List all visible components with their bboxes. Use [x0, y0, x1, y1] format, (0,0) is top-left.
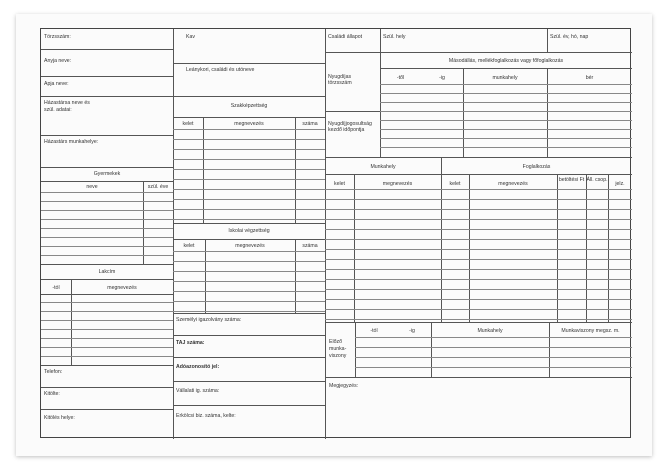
divider: [173, 96, 325, 97]
anyja-neve-label: Anyja neve:: [44, 58, 72, 64]
ruled-line: [41, 329, 173, 330]
ruled-line: [41, 210, 173, 211]
ruled-line: [325, 269, 632, 270]
divider: [71, 279, 72, 365]
ruled-line: [355, 337, 632, 338]
ruled-line: [173, 189, 325, 190]
leanykori-nev-label: Leánykori, családi és utóneve: [186, 67, 255, 73]
divider: [173, 381, 325, 382]
foglalkozas-title: Foglalkozás: [522, 164, 551, 170]
vallalati-label: Vállalati ig. száma:: [176, 388, 220, 394]
ruled-line: [325, 279, 632, 280]
divider: [547, 68, 548, 157]
ruled-line: [325, 299, 632, 300]
divider: [173, 29, 174, 439]
ruled-line: [41, 311, 173, 312]
gyermekek-title: Gyermekek: [93, 171, 121, 177]
divider: [41, 279, 173, 280]
iskolai-title: Iskolai végzettség: [228, 228, 270, 234]
elozo-col-ig: -ig: [409, 328, 415, 334]
employee-register-form: [40, 28, 631, 438]
divider: [173, 335, 325, 336]
nyugdij-col-ig: -ig: [439, 75, 445, 81]
elozo-col-tol: -tól: [370, 328, 378, 334]
ruled-line: [325, 199, 632, 200]
ruled-line: [41, 347, 173, 348]
nyugdijas-label: Nyugdíjas: [328, 74, 352, 80]
ruled-line: [325, 249, 632, 250]
divider: [143, 181, 144, 264]
hazastars-neve-label: Házastársa neve és: [44, 100, 90, 106]
ruled-line: [41, 302, 173, 303]
divider: [173, 117, 325, 118]
fogl-col-all-csop: Áll. csop.: [586, 177, 608, 183]
divider: [41, 387, 173, 388]
ruled-line: [41, 192, 173, 193]
ruled-line: [173, 159, 325, 160]
divider: [325, 377, 632, 378]
divider: [173, 313, 325, 314]
ruled-line: [173, 219, 325, 220]
divider: [325, 52, 632, 53]
elozo-label-2: munka-: [329, 346, 347, 352]
munka-col-kelet: kelet: [334, 181, 345, 187]
ruled-line: [173, 311, 325, 312]
ruled-line: [173, 251, 325, 252]
ruled-line: [355, 367, 632, 368]
kitoltes-helye-label: Kitölés helye:: [44, 415, 75, 421]
munkahely-title: Munkahely: [370, 164, 396, 170]
ruled-line: [325, 209, 632, 210]
lakcim-title: Lakcím: [98, 269, 116, 275]
ruled-line: [380, 147, 632, 148]
divider: [41, 181, 173, 182]
ruled-line: [173, 149, 325, 150]
divider: [173, 405, 325, 406]
hazastars-munkahelye-label: Házastárs munkahelye:: [44, 139, 99, 145]
fogl-col-betoltesi: betöltési Ft: [558, 177, 585, 183]
szul-ev-label: Szül. év, hó, nap: [550, 34, 589, 40]
divider: [41, 409, 173, 410]
apja-neve-label: Apja neve:: [44, 81, 69, 87]
ruled-line: [355, 347, 632, 348]
elozo-label-1: Előző: [329, 339, 342, 345]
ruled-line: [325, 259, 632, 260]
divider: [173, 239, 325, 240]
divider: [173, 223, 325, 224]
ruled-line: [41, 237, 173, 238]
divider: [547, 29, 548, 52]
ruled-line: [380, 111, 632, 112]
ruled-line: [325, 319, 632, 320]
lakcim-col-tol: -tól: [52, 285, 60, 291]
torzsszam-label: Törzsszám:: [44, 34, 71, 40]
divider: [41, 135, 173, 136]
isk-col-kelet: kelet: [183, 243, 195, 249]
ruled-line: [380, 102, 632, 103]
szakkepzettseg-title: Szakképzettség: [230, 103, 268, 109]
ruled-line: [173, 261, 325, 262]
ruled-line: [41, 338, 173, 339]
telefon-label: Telefon:: [44, 369, 63, 375]
fogl-col-megnevezes: megnevezés: [498, 181, 528, 187]
divider: [380, 68, 632, 69]
divider: [173, 63, 325, 64]
elozo-label-3: viszony: [329, 353, 347, 359]
elozo-col-megsz: Munkaviszony megsz. m.: [561, 328, 620, 334]
ruled-line: [41, 356, 173, 357]
ruled-line: [41, 219, 173, 220]
szak-col-szama: száma: [302, 121, 318, 127]
ruled-line: [325, 229, 632, 230]
ruled-line: [325, 189, 632, 190]
divider: [463, 68, 464, 157]
ruled-line: [173, 209, 325, 210]
gyermekek-col-neve: neve: [86, 184, 98, 190]
ruled-line: [325, 219, 632, 220]
ruled-line: [380, 129, 632, 130]
divider: [41, 264, 173, 265]
divider: [295, 117, 296, 223]
ruled-line: [380, 120, 632, 121]
divider: [41, 365, 173, 366]
ruled-line: [41, 201, 173, 202]
isk-col-szama: száma: [302, 243, 318, 249]
ruled-line: [41, 320, 173, 321]
munka-col-megnevezes: megnevezés: [382, 181, 413, 187]
nyugdij-col-tol: -től: [396, 75, 405, 81]
szemelyi-label: Személyi igazolvány száma:: [176, 317, 242, 323]
ruled-line: [380, 84, 632, 85]
szak-col-kelet: kelet: [182, 121, 194, 127]
nyugdijas-torzsszam-label: törzsszám: [328, 80, 352, 86]
ruled-line: [173, 281, 325, 282]
gyermekek-col-szul-eve: szül. éve: [147, 184, 169, 190]
ruled-line: [173, 291, 325, 292]
divider: [41, 96, 173, 97]
ruled-line: [325, 289, 632, 290]
kezdo-idopont-label: kezdő időpontja: [328, 127, 365, 133]
kitoltes-label: Kitölte:: [44, 391, 60, 397]
divider: [173, 357, 325, 358]
ruled-line: [173, 169, 325, 170]
masodallas-title: Másodállás, mellékfoglalkozás vagy főfoglalkozás: [448, 58, 564, 64]
ruled-line: [325, 309, 632, 310]
ruled-line: [325, 239, 632, 240]
elozo-col-munkahely: Munkahely: [477, 328, 503, 334]
ruled-line: [41, 228, 173, 229]
megjegyzes-label: Megjegyzés:: [329, 383, 359, 389]
taj-label: TAJ száma:: [176, 340, 205, 346]
szak-col-megnevezes: megnevezés: [234, 121, 264, 127]
kav-label: Kav: [186, 34, 195, 40]
ruled-line: [173, 199, 325, 200]
lakcim-col-megnevezes: megnevezés: [107, 285, 137, 291]
divider: [325, 157, 632, 158]
szul-hely-label: Szül. hely: [383, 34, 406, 40]
nyugdij-col-ber: bér: [585, 75, 594, 81]
ruled-line: [380, 93, 632, 94]
ruled-line: [380, 138, 632, 139]
ruled-line: [173, 129, 325, 130]
fogl-col-kelet: kelet: [449, 181, 461, 187]
divider: [41, 167, 173, 168]
hazastars-adatai-label: szül. adatai:: [44, 107, 72, 113]
ruled-line: [173, 139, 325, 140]
divider: [41, 294, 173, 295]
fogl-col-jelz: jelz.: [615, 181, 625, 187]
isk-col-megnevezes: megnevezés: [235, 243, 265, 249]
ruled-line: [173, 301, 325, 302]
ruled-line: [41, 246, 173, 247]
divider: [325, 322, 632, 323]
adoazonosito-label: Adóazonosító jel:: [176, 364, 220, 370]
divider: [325, 111, 380, 112]
ruled-line: [355, 357, 632, 358]
divider: [41, 76, 173, 77]
nyugdij-col-munkahely: munkahely: [492, 75, 518, 81]
nyugdijjogosultsag-label: Nyugdíjjogosultság: [328, 121, 372, 127]
ruled-line: [41, 255, 173, 256]
csaladi-allapot-label: Családi állapot: [328, 34, 363, 40]
ruled-line: [173, 271, 325, 272]
divider: [41, 49, 173, 50]
ruled-line: [173, 179, 325, 180]
divider: [203, 117, 204, 223]
erkolcsi-label: Erkölcsi biz. száma, kelte:: [176, 413, 236, 419]
